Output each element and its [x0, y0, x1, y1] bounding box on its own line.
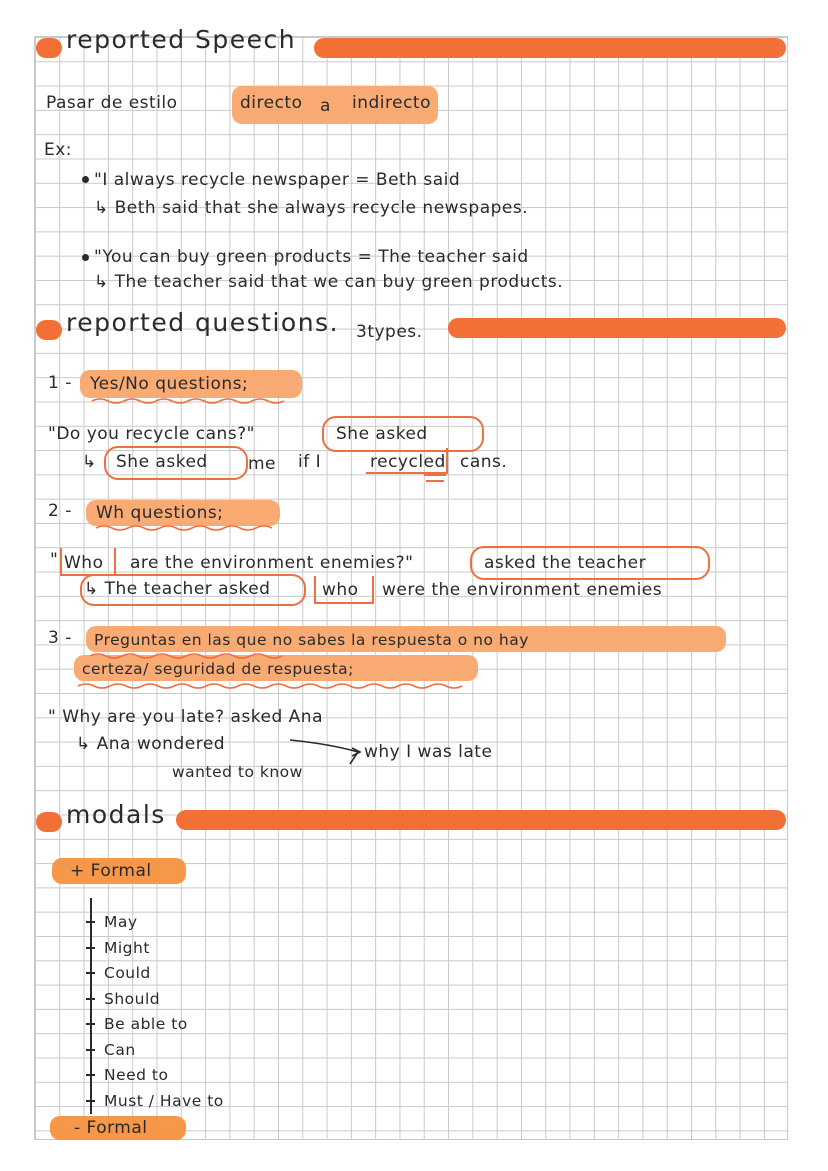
modal-item: Need to: [104, 1066, 169, 1084]
wavy-underline: [78, 684, 462, 688]
type1-answer-if: if I: [298, 452, 322, 472]
type1-answer-subject: She asked: [116, 452, 208, 472]
type-label: Wh questions;: [96, 503, 224, 523]
section-title-reported-questions: reported questions.: [66, 308, 340, 337]
type1-answer-end: cans.: [460, 452, 508, 472]
type1-question-attribution: She asked: [336, 424, 428, 444]
type3-answer-verb2: wanted to know: [172, 763, 303, 781]
intro-text: Pasar de estilo: [46, 93, 178, 113]
modals-top-label: + Formal: [70, 861, 152, 881]
type3-question: " Why are you late? asked Ana: [48, 707, 323, 727]
type2-answer: ↳ The teacher asked: [84, 579, 271, 599]
type2-question: are the environment enemies?": [130, 553, 414, 573]
example-direct: "I always recycle newspaper = Beth said: [94, 170, 461, 190]
type1-question: "Do you recycle cans?": [48, 424, 256, 444]
type1-answer-verb: recycled: [370, 452, 446, 472]
type3-answer-clause: why I was late: [364, 742, 493, 762]
type2-answer-who: who: [322, 580, 359, 600]
type2-answer-end: were the environment enemies: [382, 580, 663, 600]
modal-item: Should: [104, 989, 161, 1008]
example-label: Ex:: [44, 140, 73, 160]
modal-item: Can: [104, 1040, 136, 1059]
type-number: 2 -: [48, 501, 72, 521]
intro-keyword-directo: directo: [240, 93, 303, 113]
type2-question-quote: ": [50, 550, 59, 570]
type-label-line1: Preguntas en las que no sabes la respuesta o no hay: [94, 631, 529, 649]
modals-bottom-label: - Formal: [74, 1118, 148, 1138]
type-number: 1 -: [48, 373, 72, 393]
type-label: Yes/No questions;: [90, 374, 249, 394]
type1-answer-object: me: [248, 454, 277, 474]
type1-answer-arrow: ↳: [82, 452, 97, 472]
section-title-modals: modals: [66, 800, 166, 829]
wavy-underline: [90, 654, 282, 658]
section-subtitle: 3types.: [356, 322, 423, 342]
wavy-underline: [92, 399, 284, 403]
intro-keyword-indirecto: indirecto: [352, 93, 431, 113]
modal-item: Must / Have to: [104, 1091, 224, 1110]
modal-item: Could: [104, 964, 151, 982]
type2-question-attribution: asked the teacher: [484, 553, 647, 573]
intro-connector: a: [320, 96, 331, 116]
wavy-underline: [96, 526, 272, 530]
modal-item: Be able to: [104, 1015, 188, 1033]
example-reported: ↳ The teacher said that we can buy green products.: [94, 272, 564, 292]
section-title-reported-speech: reported Speech: [66, 25, 297, 54]
example-reported: ↳ Beth said that she always recycle newspapes.: [94, 198, 529, 218]
arrow-line: [290, 740, 358, 752]
type3-answer-verb1: ↳ Ana wondered: [76, 734, 226, 754]
type2-question-who: Who: [64, 553, 104, 573]
type-label-line2: certeza/ seguridad de respuesta;: [82, 660, 354, 678]
type-number: 3 -: [48, 628, 72, 648]
modal-item: May: [104, 913, 138, 931]
modal-item: Might: [104, 938, 150, 957]
example-direct: "You can buy green products = The teacher said: [94, 247, 529, 267]
